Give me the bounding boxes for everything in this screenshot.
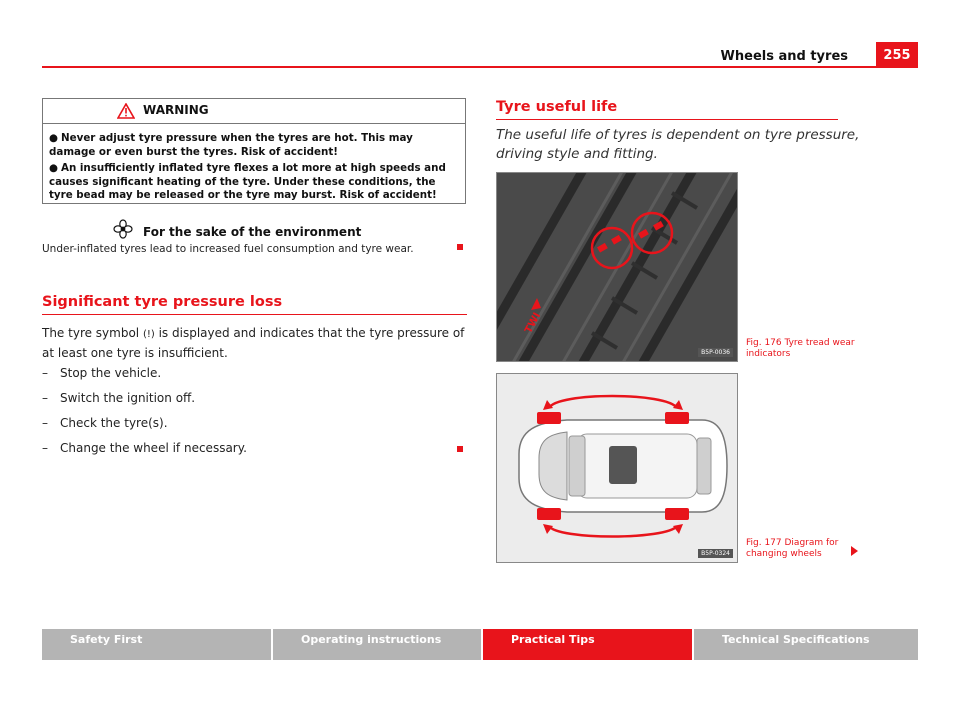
end-marker bbox=[457, 446, 463, 452]
step-text: Change the wheel if necessary. bbox=[60, 441, 247, 455]
step-text: Stop the vehicle. bbox=[60, 366, 162, 380]
step-item bbox=[42, 391, 195, 405]
intro-text: The tyre symbol bbox=[42, 326, 143, 340]
warning-item bbox=[49, 162, 455, 203]
car-top-view-illustration bbox=[497, 374, 737, 562]
section-heading-pressure-loss: Significant tyre pressure loss bbox=[42, 294, 283, 310]
warning-item-text: Never adjust tyre pressure when the tyres are hot. This may damage or even burst the tyres. Risk of accident! bbox=[49, 132, 413, 158]
footer-tab-technical-specifications[interactable]: Technical Specifications bbox=[694, 629, 918, 660]
footer-tab-operating-instructions[interactable]: Operating instructions bbox=[273, 629, 481, 660]
step-text: Switch the ignition off. bbox=[60, 391, 196, 405]
twi-label: TWI bbox=[523, 311, 544, 336]
warning-header bbox=[43, 99, 465, 124]
section-heading-useful-life: Tyre useful life bbox=[496, 99, 618, 115]
warning-item bbox=[49, 132, 455, 159]
warning-item-text: An insufficiently inflated tyre flexes a lot more at high speeds and causes significant heating of the tyre. Under these conditions, the tyre bead may be released or the tyre may burst. Risk of accident! bbox=[49, 162, 446, 201]
tyre-tread-illustration bbox=[497, 173, 737, 361]
intro-text: is displayed and indicates that the tyre pressure of at least one tyre is insufficient. bbox=[42, 326, 465, 360]
bullet: ● bbox=[49, 132, 58, 144]
section-header-title: Wheels and tyres bbox=[720, 49, 848, 64]
end-marker bbox=[457, 244, 463, 250]
useful-life-intro: The useful life of tyres is dependent on tyre pressure, driving style and fitting. bbox=[496, 127, 860, 162]
dash: – bbox=[42, 391, 48, 405]
figure-code: B5P-0324 bbox=[698, 549, 733, 558]
footer-tab-safety-first[interactable]: Safety First bbox=[42, 629, 271, 660]
page-number: 255 bbox=[876, 42, 918, 68]
dash: – bbox=[42, 441, 48, 455]
continue-arrow-icon bbox=[851, 546, 858, 556]
section-rule bbox=[42, 314, 467, 315]
header-rule bbox=[42, 66, 918, 68]
figure-caption: Fig. 177 Diagram for changing wheels bbox=[746, 538, 839, 559]
section-rule bbox=[496, 119, 838, 120]
warning-box bbox=[42, 98, 466, 204]
step-item bbox=[42, 441, 247, 455]
dash: – bbox=[42, 416, 48, 430]
warning-title: WARNING bbox=[143, 103, 209, 117]
environment-text: Under-inflated tyres lead to increased fuel consumption and tyre wear. bbox=[42, 243, 414, 255]
figure-tread-wear-indicators bbox=[496, 172, 738, 362]
dash: – bbox=[42, 366, 48, 380]
step-text: Check the tyre(s). bbox=[60, 416, 168, 430]
step-item bbox=[42, 416, 168, 430]
flower-icon bbox=[113, 219, 133, 239]
figure-wheel-rotation-diagram bbox=[496, 373, 738, 563]
bullet: ● bbox=[49, 162, 58, 174]
footer-tab-practical-tips[interactable]: Practical Tips bbox=[483, 629, 692, 660]
environment-title: For the sake of the environment bbox=[143, 225, 362, 239]
figure-code: B5P-0036 bbox=[698, 348, 733, 357]
step-item bbox=[42, 366, 161, 380]
figure-caption: Fig. 176 Tyre tread wear indicators bbox=[746, 338, 855, 359]
pressure-loss-intro bbox=[42, 324, 472, 362]
warning-triangle-icon bbox=[117, 103, 135, 119]
tyre-pressure-symbol-icon: (!) bbox=[142, 329, 155, 340]
